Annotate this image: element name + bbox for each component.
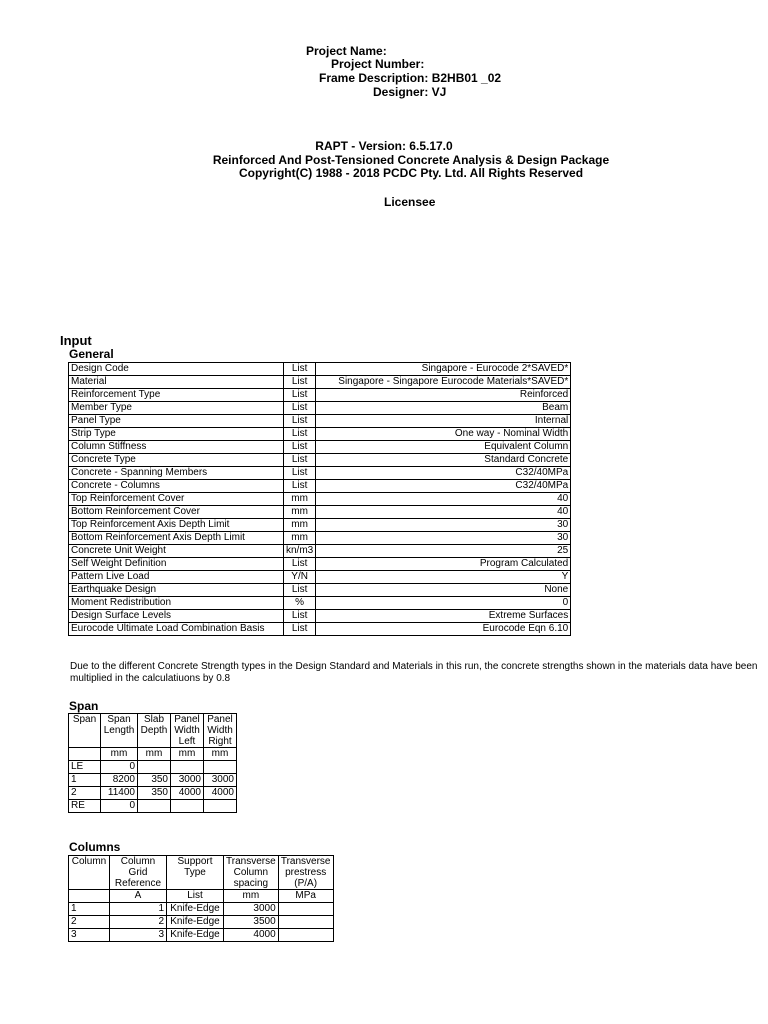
columns-cell (278, 929, 333, 942)
param-unit: kn/m3 (284, 545, 316, 558)
header-text-line: Column (233, 867, 269, 878)
param-value: Y (316, 571, 571, 584)
span-unit-cell: mm (204, 748, 237, 761)
param-value: 30 (316, 519, 571, 532)
rapt-version: RAPT - Version: 6.5.17.0 (315, 139, 453, 153)
param-value: Internal (316, 415, 571, 428)
header-text-line: Length (103, 725, 135, 736)
columns-column-header (224, 856, 279, 890)
span-heading: Span (69, 699, 99, 713)
general-row (69, 506, 571, 519)
header-text-line: Left (178, 736, 196, 747)
span-row (69, 774, 237, 787)
param-name: Bottom Reinforcement Axis Depth Limit (69, 532, 284, 545)
span-column-header (101, 714, 138, 748)
general-row (69, 558, 571, 571)
param-unit: List (284, 441, 316, 454)
param-name: Design Surface Levels (69, 610, 284, 623)
span-cell (138, 800, 171, 813)
general-row (69, 584, 571, 597)
rapt-package-title: Reinforced And Post-Tensioned Concrete Analysis & Design Package (212, 153, 610, 167)
general-heading: General (69, 347, 114, 361)
columns-column-header (110, 856, 167, 890)
header-text-line: Span (72, 714, 97, 725)
span-cell: 4000 (171, 787, 204, 800)
param-name: Reinforcement Type (69, 389, 284, 402)
columns-column-header (167, 856, 224, 890)
columns-header-row (69, 856, 334, 890)
span-cell: 350 (138, 774, 171, 787)
param-unit: mm (284, 493, 316, 506)
header-text-line: Depth (140, 725, 168, 736)
general-row (69, 389, 571, 402)
param-value: 40 (316, 493, 571, 506)
param-value: C32/40MPa (316, 480, 571, 493)
general-row (69, 467, 571, 480)
columns-cell: 2 (110, 916, 167, 929)
param-name: Earthquake Design (69, 584, 284, 597)
param-value: Reinforced (316, 389, 571, 402)
param-name: Top Reinforcement Axis Depth Limit (69, 519, 284, 532)
input-heading: Input (60, 333, 92, 348)
general-table (68, 362, 571, 636)
general-row (69, 623, 571, 636)
general-row (69, 363, 571, 376)
span-units-row (69, 748, 237, 761)
general-row (69, 415, 571, 428)
param-unit: mm (284, 532, 316, 545)
columns-cell: 3000 (224, 903, 279, 916)
param-unit: List (284, 467, 316, 480)
param-value: Eurocode Eqn 6.10 (316, 623, 571, 636)
param-name: Concrete Unit Weight (69, 545, 284, 558)
header-text-line: Column (120, 856, 156, 867)
span-cell: LE (69, 761, 101, 774)
header-text-line: Transverse (226, 856, 276, 867)
param-name: Panel Type (69, 415, 284, 428)
param-unit: mm (284, 506, 316, 519)
span-column-header (204, 714, 237, 748)
span-cell: 2 (69, 787, 101, 800)
header-text-line: Width (174, 725, 200, 736)
param-name: Bottom Reinforcement Cover (69, 506, 284, 519)
span-table (68, 713, 237, 813)
param-value: Extreme Surfaces (316, 610, 571, 623)
param-unit: % (284, 597, 316, 610)
span-cell: 3000 (171, 774, 204, 787)
param-value: Singapore - Singapore Eurocode Materials*SAVED* (316, 376, 571, 389)
param-unit: List (284, 415, 316, 428)
header-text-line: Support (177, 856, 213, 867)
span-cell: 1 (69, 774, 101, 787)
general-row (69, 493, 571, 506)
param-name: Member Type (69, 402, 284, 415)
param-value: None (316, 584, 571, 597)
project-name-label: Project Name: (306, 44, 387, 58)
span-cell (171, 800, 204, 813)
param-unit: mm (284, 519, 316, 532)
param-name: Design Code (69, 363, 284, 376)
header-text-line: (P/A) (294, 878, 318, 889)
param-unit: List (284, 402, 316, 415)
span-cell: 4000 (204, 787, 237, 800)
span-cell: 8200 (101, 774, 138, 787)
columns-unit-cell: A (110, 890, 167, 903)
param-name: Material (69, 376, 284, 389)
header-text-line: Width (207, 725, 233, 736)
columns-column-header (69, 856, 110, 890)
general-row (69, 480, 571, 493)
param-unit: List (284, 376, 316, 389)
columns-cell: 3 (69, 929, 110, 942)
param-unit: List (284, 558, 316, 571)
general-row (69, 597, 571, 610)
span-cell (171, 761, 204, 774)
concrete-strength-note: Due to the different Concrete Strength types in the Design Standard and Materials in this run, the concrete strengths shown in the materials data have been multiplied in the calculatiuons by 0.8 (70, 661, 758, 684)
param-unit: List (284, 363, 316, 376)
span-cell: 0 (101, 800, 138, 813)
span-column-header (138, 714, 171, 748)
param-value: C32/40MPa (316, 467, 571, 480)
header-text-line: Right (208, 736, 232, 747)
span-header-row (69, 714, 237, 748)
general-row (69, 545, 571, 558)
columns-cell: Knife-Edge (167, 916, 224, 929)
columns-unit-cell: mm (224, 890, 279, 903)
param-value: 25 (316, 545, 571, 558)
span-cell (204, 761, 237, 774)
span-unit-cell: mm (101, 748, 138, 761)
span-cell: RE (69, 800, 101, 813)
param-name: Column Stiffness (69, 441, 284, 454)
span-column-header (171, 714, 204, 748)
param-value: Beam (316, 402, 571, 415)
general-row (69, 571, 571, 584)
span-unit-cell: mm (138, 748, 171, 761)
header-text-line: Slab (143, 714, 164, 725)
general-row (69, 441, 571, 454)
span-cell: 3000 (204, 774, 237, 787)
param-value: Program Calculated (316, 558, 571, 571)
columns-cell: Knife-Edge (167, 929, 224, 942)
span-unit-cell (69, 748, 101, 761)
columns-row (69, 916, 334, 929)
param-unit: Y/N (284, 571, 316, 584)
general-row (69, 376, 571, 389)
header-text-line: Grid (128, 867, 148, 878)
general-row (69, 402, 571, 415)
span-row (69, 787, 237, 800)
param-value: One way - Nominal Width (316, 428, 571, 441)
columns-column-header (278, 856, 333, 890)
param-unit: List (284, 454, 316, 467)
param-name: Concrete Type (69, 454, 284, 467)
header-text-line: Transverse (280, 856, 331, 867)
span-unit-cell: mm (171, 748, 204, 761)
param-name: Concrete - Spanning Members (69, 467, 284, 480)
param-name: Self Weight Definition (69, 558, 284, 571)
param-name: Moment Redistribution (69, 597, 284, 610)
columns-heading: Columns (69, 840, 121, 854)
general-row (69, 610, 571, 623)
columns-row (69, 903, 334, 916)
licensee-label: Licensee (384, 195, 436, 209)
columns-cell: 4000 (224, 929, 279, 942)
span-row (69, 761, 237, 774)
columns-row (69, 929, 334, 942)
columns-unit-cell (69, 890, 110, 903)
param-value: Standard Concrete (316, 454, 571, 467)
columns-cell (278, 903, 333, 916)
param-name: Pattern Live Load (69, 571, 284, 584)
span-row (69, 800, 237, 813)
columns-cell: 1 (69, 903, 110, 916)
span-cell: 11400 (101, 787, 138, 800)
columns-cell: 1 (110, 903, 167, 916)
param-unit: List (284, 428, 316, 441)
param-name: Concrete - Columns (69, 480, 284, 493)
param-unit: List (284, 623, 316, 636)
param-unit: List (284, 389, 316, 402)
designer-label: Designer: VJ (373, 85, 447, 99)
param-name: Eurocode Ultimate Load Combination Basis (69, 623, 284, 636)
general-row (69, 454, 571, 467)
columns-units-row (69, 890, 334, 903)
param-value: Singapore - Eurocode 2*SAVED* (316, 363, 571, 376)
columns-cell: 3500 (224, 916, 279, 929)
columns-cell: 2 (69, 916, 110, 929)
span-cell (138, 761, 171, 774)
param-unit: List (284, 584, 316, 597)
columns-cell: Knife-Edge (167, 903, 224, 916)
param-value: 30 (316, 532, 571, 545)
project-number-label: Project Number: (331, 57, 425, 71)
rapt-copyright: Copyright(C) 1988 - 2018 PCDC Pty. Ltd. All Rights Reserved (238, 166, 584, 180)
header-text-line: Type (184, 867, 206, 878)
general-row (69, 519, 571, 532)
span-cell: 0 (101, 761, 138, 774)
header-text-line: Panel (174, 714, 200, 725)
header-text-line: Panel (207, 714, 233, 725)
general-row (69, 532, 571, 545)
general-row (69, 428, 571, 441)
columns-cell (278, 916, 333, 929)
param-unit: List (284, 480, 316, 493)
param-name: Strip Type (69, 428, 284, 441)
param-unit: List (284, 610, 316, 623)
columns-unit-cell: List (167, 890, 224, 903)
header-text-line: prestress (285, 867, 327, 878)
columns-table (68, 855, 334, 942)
header-text-line: Column (71, 856, 107, 867)
columns-unit-cell: MPa (278, 890, 333, 903)
span-column-header (69, 714, 101, 748)
header-text-line: Reference (114, 878, 162, 889)
header-text-line: Span (107, 714, 131, 725)
frame-description: Frame Description: B2HB01 _02 (319, 71, 502, 85)
span-cell: 350 (138, 787, 171, 800)
param-value: Equivalent Column (316, 441, 571, 454)
span-cell (204, 800, 237, 813)
header-text-line: spacing (233, 878, 269, 889)
param-value: 40 (316, 506, 571, 519)
param-value: 0 (316, 597, 571, 610)
param-name: Top Reinforcement Cover (69, 493, 284, 506)
columns-cell: 3 (110, 929, 167, 942)
